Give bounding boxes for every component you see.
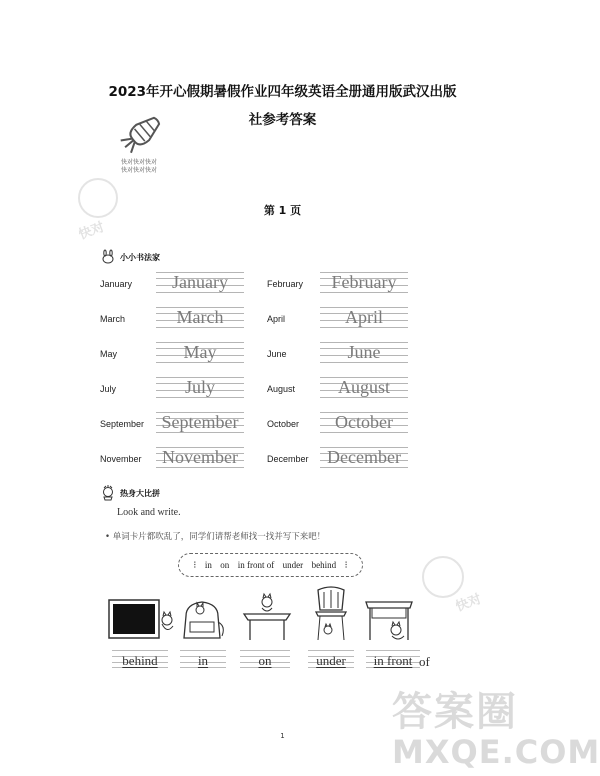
table-cat-on-picture xyxy=(240,592,296,642)
carrot-caption-2: 快对快对快对 xyxy=(121,167,158,174)
page-label: 第 1 页 xyxy=(263,204,302,217)
answer-word: under xyxy=(316,653,346,668)
page-title-line2: 社参考答案 xyxy=(248,112,317,128)
traced-month-word: July xyxy=(184,377,215,397)
month-label: April xyxy=(267,314,286,324)
site-logo-watermark: 答案圈 xyxy=(392,689,518,735)
traced-month-word: November xyxy=(162,447,238,467)
section-calligraphy-title: 小小书法家 xyxy=(120,252,160,262)
month-label: September xyxy=(100,419,145,429)
answer-word: in front xyxy=(373,653,413,668)
traced-month-word: June xyxy=(347,342,381,362)
instruction-body: 单词卡片都吹乱了，同学们请帮老师找一找并写下来吧！ xyxy=(112,532,326,542)
bag-cat-picture xyxy=(180,596,230,642)
word-bank-item: in front of xyxy=(237,560,275,570)
traced-month-word: May xyxy=(183,342,217,362)
answer-word: behind xyxy=(122,653,158,668)
traced-month-word: April xyxy=(345,307,383,327)
instruction-text: • 单词卡片都吹乱了，同学们请帮老师找一找并写下来吧！ xyxy=(105,532,326,542)
carrot-caption-1: 快对快对快对 xyxy=(121,159,158,166)
month-label: July xyxy=(100,384,117,394)
traced-month-word: December xyxy=(327,447,401,467)
blackboard-cat-picture xyxy=(107,598,179,642)
traced-month-word: August xyxy=(337,377,390,397)
section-calligraphy-header xyxy=(100,250,160,264)
answer-word: on xyxy=(258,653,272,668)
month-label: August xyxy=(267,384,296,394)
month-label: January xyxy=(100,279,133,289)
site-url-watermark: MXQE.COM xyxy=(392,733,600,771)
word-bank-item: in xyxy=(204,560,212,570)
month-label: October xyxy=(267,419,300,429)
carrot-logo-icon xyxy=(118,108,170,160)
traced-month-word: September xyxy=(161,412,239,432)
traced-month-word: February xyxy=(331,272,397,292)
watermark-check-icon xyxy=(422,556,464,598)
page-title-line1: 2023年开心假期暑假作业四年级英语全册通用版武汉出版 xyxy=(108,84,457,100)
watermark-text: 快对 xyxy=(76,219,107,243)
word-bank-box: ⁝ in on in front of under behind ⁝ xyxy=(178,553,363,577)
chair-cat-under-picture xyxy=(308,586,354,642)
month-label: December xyxy=(267,454,309,464)
month-label: June xyxy=(267,349,287,359)
bunny-icon xyxy=(100,250,116,264)
month-label: March xyxy=(100,314,126,324)
section-warmup-title: 热身大比拼 xyxy=(120,488,160,498)
desk-cat-front-picture xyxy=(362,596,418,644)
traced-month-word: October xyxy=(335,412,393,432)
month-label: February xyxy=(267,279,304,289)
month-label: May xyxy=(100,349,118,359)
look-and-write-prompt: Look and write. xyxy=(117,507,181,518)
traced-month-word: March xyxy=(176,307,224,327)
traced-month-word: January xyxy=(172,272,228,292)
word-bank-item: behind xyxy=(311,560,337,570)
month-label: November xyxy=(100,454,142,464)
word-bank-item: under xyxy=(282,560,304,570)
watermark-text: 快对 xyxy=(453,591,484,615)
section-warmup-header xyxy=(100,486,160,500)
kid-icon xyxy=(100,486,116,500)
page-number: 1 xyxy=(280,732,285,740)
word-bank-item: on xyxy=(220,560,230,570)
answer-suffix: of xyxy=(419,654,430,669)
answer-word: in xyxy=(197,653,209,668)
